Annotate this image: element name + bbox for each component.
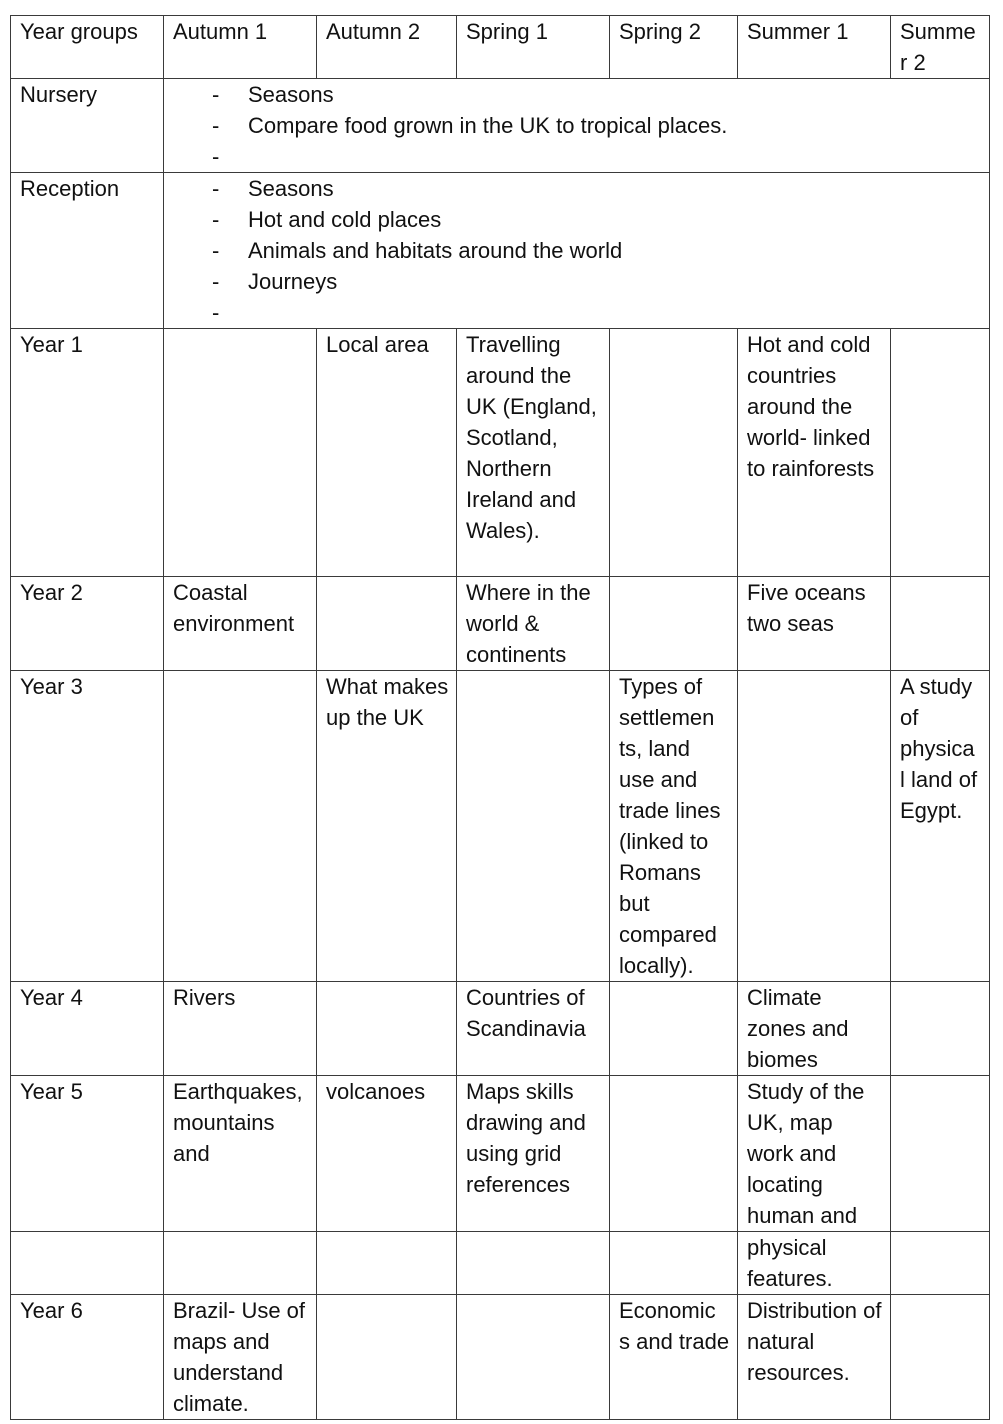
- table-cell: [164, 671, 317, 982]
- table-cell: [738, 671, 891, 982]
- header-cell-autumn-2: Autumn 2: [317, 16, 457, 79]
- table-cell: [457, 671, 610, 982]
- table-row-year-5: [11, 1076, 990, 1232]
- table-row-year-4: [11, 982, 990, 1076]
- table-cell: [164, 329, 317, 577]
- table-cell: Brazil- Use of maps and understand climate.: [164, 1295, 317, 1420]
- reception-topic-list: [173, 173, 983, 328]
- table-cell: [610, 577, 738, 671]
- table-cell: [610, 329, 738, 577]
- header-cell-autumn-1: Autumn 1: [164, 16, 317, 79]
- table-cell: Types of settlemen ts, land use and trade lines (linked to Romans but compared locally).: [610, 671, 738, 982]
- nursery-topic-list: [173, 79, 983, 172]
- table-cell: Earthquakes, mountains and: [164, 1076, 317, 1232]
- row-label-year-3: Year 3: [11, 671, 164, 982]
- table-cell: Hot and cold countries around the world- linked to rainforests: [738, 329, 891, 577]
- curriculum-table: [10, 15, 990, 1420]
- row-label-year-4: Year 4: [11, 982, 164, 1076]
- table-cell: What makes up the UK: [317, 671, 457, 982]
- list-item: - Seasons: [206, 173, 983, 204]
- table-cell: [317, 1232, 457, 1295]
- list-item: - Hot and cold places: [206, 204, 983, 235]
- list-item: - Journeys: [206, 266, 983, 297]
- table-row-year-5-continued: [11, 1232, 990, 1295]
- table-cell: [891, 577, 990, 671]
- row-label-year-1: Year 1: [11, 329, 164, 577]
- table-cell: [164, 1232, 317, 1295]
- table-cell: [317, 577, 457, 671]
- table-row-year-2: [11, 577, 990, 671]
- table-cell: [891, 982, 990, 1076]
- table-cell: Five oceans two seas: [738, 577, 891, 671]
- table-cell: [317, 1295, 457, 1420]
- table-cell: physical features.: [738, 1232, 891, 1295]
- list-item: - Seasons: [206, 79, 983, 110]
- table-row-year-3: [11, 671, 990, 982]
- reception-topics-cell: [164, 173, 990, 329]
- table-cell: [891, 329, 990, 577]
- list-item: [206, 297, 983, 328]
- table-cell: A study of physica l land of Egypt.: [891, 671, 990, 982]
- table-cell: [457, 1295, 610, 1420]
- table-cell: [457, 1232, 610, 1295]
- table-cell: [610, 982, 738, 1076]
- header-cell-spring-2: Spring 2: [610, 16, 738, 79]
- table-cell: Economic s and trade: [610, 1295, 738, 1420]
- list-item: - Compare food grown in the UK to tropical places.: [206, 110, 983, 141]
- header-cell-year-groups: Year groups: [11, 16, 164, 79]
- table-cell: [891, 1295, 990, 1420]
- table-cell: Maps skills drawing and using grid references: [457, 1076, 610, 1232]
- table-cell: Travelling around the UK (England, Scotland, Northern Ireland and Wales).: [457, 329, 610, 577]
- table-cell: [610, 1076, 738, 1232]
- header-cell-spring-1: Spring 1: [457, 16, 610, 79]
- row-label-nursery: Nursery: [11, 79, 164, 173]
- table-cell: [610, 1232, 738, 1295]
- table-row-nursery: [11, 79, 990, 173]
- table-cell: Where in the world & continents: [457, 577, 610, 671]
- row-label-year-6: Year 6: [11, 1295, 164, 1420]
- row-label-year-2: Year 2: [11, 577, 164, 671]
- table-cell: Climate zones and biomes: [738, 982, 891, 1076]
- header-cell-summer-1: Summer 1: [738, 16, 891, 79]
- table-row-year-1: [11, 329, 990, 577]
- table-cell: Rivers: [164, 982, 317, 1076]
- row-label-year-5: Year 5: [11, 1076, 164, 1232]
- list-item: [206, 141, 983, 172]
- geography-curriculum-document: [10, 15, 990, 1420]
- header-row: [11, 16, 990, 79]
- table-cell: Distribution of natural resources.: [738, 1295, 891, 1420]
- table-cell: Study of the UK, map work and locating human and: [738, 1076, 891, 1232]
- row-label-empty: [11, 1232, 164, 1295]
- table-cell: [891, 1232, 990, 1295]
- table-row-reception: [11, 173, 990, 329]
- table-cell: [317, 982, 457, 1076]
- list-item: - Animals and habitats around the world: [206, 235, 983, 266]
- table-row-year-6: [11, 1295, 990, 1420]
- table-cell: volcanoes: [317, 1076, 457, 1232]
- table-cell: [891, 1076, 990, 1232]
- table-cell: Coastal environment: [164, 577, 317, 671]
- header-cell-summer-2: Summe r 2: [891, 16, 990, 79]
- table-cell: Countries of Scandinavia: [457, 982, 610, 1076]
- row-label-reception: Reception: [11, 173, 164, 329]
- nursery-topics-cell: [164, 79, 990, 173]
- table-cell: Local area: [317, 329, 457, 577]
